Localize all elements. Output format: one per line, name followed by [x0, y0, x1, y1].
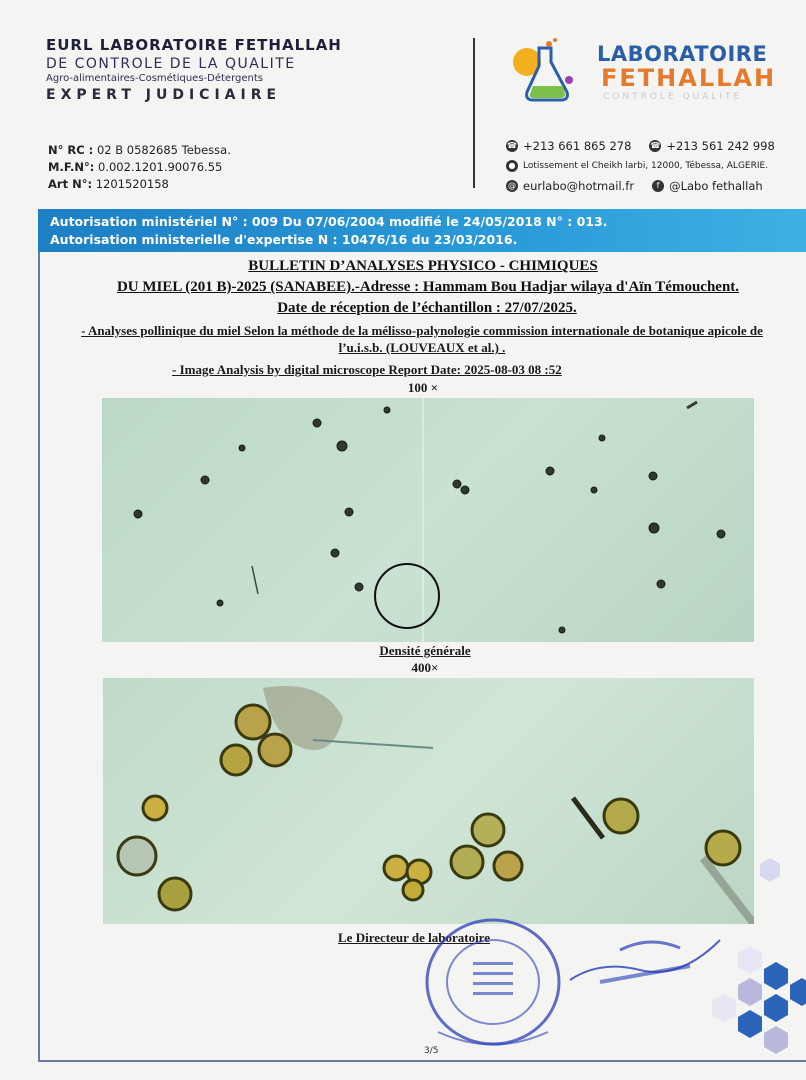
lab-logo	[505, 36, 795, 106]
microscope-image-100x	[102, 398, 754, 642]
phone-row	[506, 136, 801, 156]
location-icon: ●	[506, 160, 518, 172]
reception-date: Date de réception de l’échantillon : 27/07/2025.	[277, 300, 577, 316]
phone-icon: ☎	[507, 141, 517, 150]
phone-icon: ☎	[650, 141, 661, 150]
company-subtitle: DE CONTROLE DE LA QUALITE	[46, 56, 296, 72]
hexagon-decoration	[700, 850, 806, 1060]
email-text: eurlabo@hotmail.fr	[523, 179, 635, 193]
phone-1: +213 661 865 278	[523, 139, 632, 153]
page-number: 3/5	[424, 1046, 439, 1056]
facebook-icon: f	[652, 180, 664, 192]
facebook-text: @Labo fethallah	[669, 179, 763, 193]
authorization-line2: Autorisation ministerielle d'expertise N : 10476/16 du 23/03/2016.	[50, 232, 518, 247]
company-expert: EXPERT JUDICIAIRE	[46, 87, 282, 103]
email-icon: @	[508, 181, 516, 190]
address-row	[506, 156, 801, 176]
analysis-method: - Analyses pollinique du miel Selon la méthode de la mélisso-palynologie commission internationale de botanique apicole de l’u.i.s.b. (LOUVEAUX et al.) .	[81, 323, 763, 355]
logo-name-line1: LABORATOIRE	[597, 42, 768, 66]
authorization-banner	[38, 209, 806, 252]
company-registration	[48, 142, 231, 193]
microscope-image-400x	[103, 678, 754, 924]
contact-block	[506, 136, 801, 196]
social-row	[506, 176, 801, 196]
header-divider	[473, 38, 475, 188]
logo-name-line3: CONTROLE QUALITE	[603, 92, 743, 102]
mfn-row: M.F.N°: 0.002.1201.90076.55	[48, 160, 223, 174]
report-subtitle: DU MIEL (201 B)-2025 (SANABEE).-Adresse : Hammam Bou Hadjar wilaya d'Aïn Témouchent.	[116, 279, 740, 295]
image-caption: Densité générale	[379, 643, 471, 658]
company-domains: Agro-alimentaires-Cosmétiques-Détergents	[46, 73, 263, 84]
company-header	[46, 36, 346, 103]
address-text: Lotissement el Cheikh larbi, 12000, Tébessa, ALGERIE.	[523, 161, 769, 171]
mfn-value: 0.002.1201.90076.55	[97, 160, 223, 174]
company-name: EURL LABORATOIRE FETHALLAH	[46, 36, 342, 54]
phone-2: +213 561 242 998	[666, 139, 775, 153]
art-value: 1201520158	[95, 177, 169, 191]
magnification-400: 400×	[411, 660, 439, 675]
logo-name-line2: FETHALLAH	[601, 64, 777, 92]
lab-stamp	[418, 912, 568, 1052]
rc-value: 02 B 0582685 Tebessa.	[96, 143, 231, 157]
art-row: Art N°: 1201520158	[48, 177, 169, 191]
rc-row: N° RC : 02 B 0582685 Tebessa.	[48, 143, 231, 157]
flask-icon	[505, 36, 585, 106]
director-signature-label: Le Directeur de laboratoire	[338, 930, 490, 945]
authorization-line1: Autorisation ministériel N° : 009 Du 07/06/2004 modifié le 24/05/2018 N° : 013.	[50, 214, 608, 229]
image-analysis-note: - Image Analysis by digital microscope Report Date: 2025-08-03 08 :52	[172, 362, 562, 377]
report-title: BULLETIN D’ANALYSES PHYSICO - CHIMIQUES	[248, 258, 598, 274]
magnification-100: 100 ×	[407, 380, 439, 395]
